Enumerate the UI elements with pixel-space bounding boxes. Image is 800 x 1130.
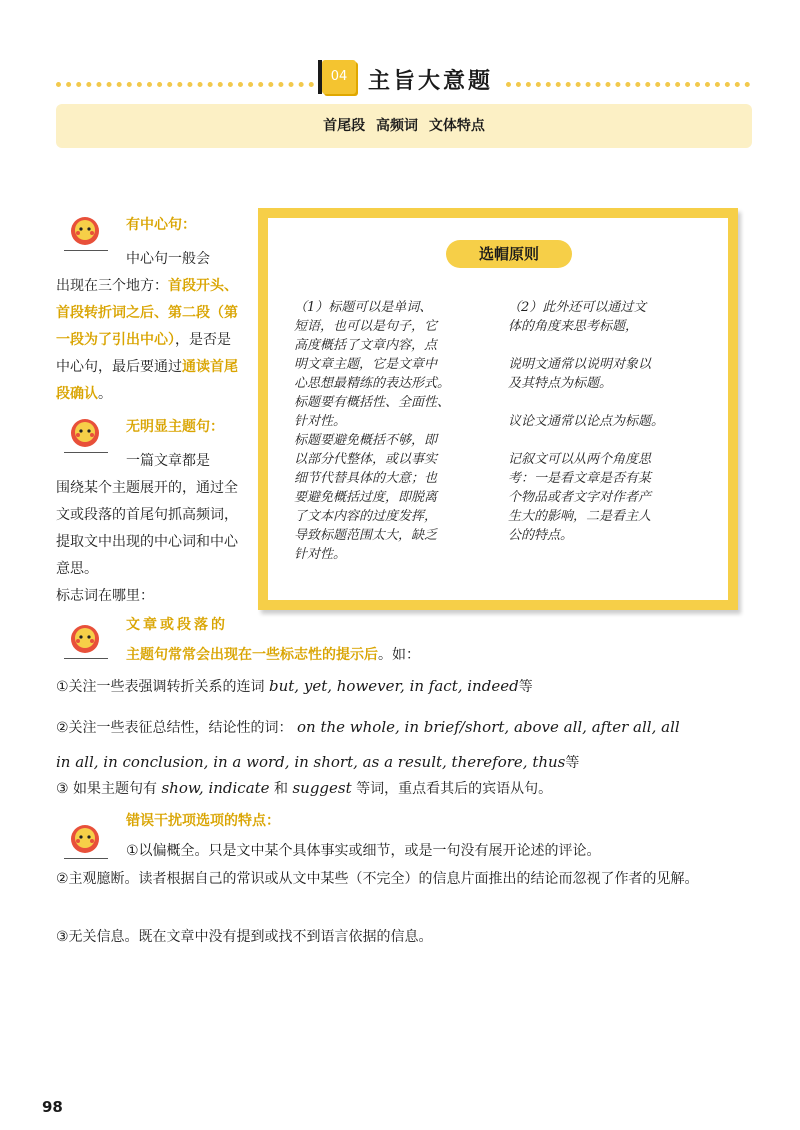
hw-line: （1）标题可以是单词、 bbox=[294, 300, 433, 315]
no-topic-body: 围绕某个主题展开的，通过全文或段落的首尾句抓高频词，提取文中出现的中心词和中心意思。 bbox=[56, 480, 238, 577]
marker-item-2 bbox=[56, 710, 756, 780]
hw-line: 及其特点为标题。 bbox=[508, 376, 613, 391]
topic-sentence-heading: 有中心句： bbox=[126, 217, 196, 233]
text: 等 bbox=[518, 679, 533, 695]
no-topic-line1: 一篇文章都是 bbox=[126, 453, 210, 469]
section-number-badge: 04 bbox=[322, 60, 356, 94]
mascot-icon bbox=[68, 212, 102, 246]
mascot-icon bbox=[68, 620, 102, 654]
marker-item-1 bbox=[56, 676, 756, 697]
hw-line: 生大的影响，二是看主人 bbox=[508, 509, 652, 524]
marker-item-3 bbox=[56, 778, 756, 799]
topic-sentence-body bbox=[56, 273, 242, 408]
text: 出现在三个地方： bbox=[56, 278, 168, 294]
hw-line bbox=[508, 336, 720, 355]
hw-line bbox=[508, 431, 720, 450]
text: ①关注一些表强调转折关系的连词 bbox=[56, 679, 265, 695]
text: 等词，重点看其后的宾语从句。 bbox=[356, 781, 553, 797]
hw-line: 导致标题范围太大，缺乏 bbox=[294, 528, 438, 543]
distractor-item-1: ①以偏概全。只是文中某个具体事实或细节，或是一句没有展开论述的评论。 bbox=[126, 843, 601, 859]
english-words: in all, in conclusion, in a word, in short, as a result, therefore, thus bbox=[56, 753, 566, 771]
text: 。如： bbox=[378, 647, 420, 663]
left-column bbox=[56, 210, 242, 610]
hw-line: 标题要有概括性、全面性、 bbox=[294, 395, 451, 410]
markers-heading-line1: 文章或段落的 bbox=[126, 617, 228, 633]
topic-sentence-line1: 中心句一般会 bbox=[126, 251, 210, 267]
hw-line: 以部分代整体，或以事实 bbox=[294, 452, 438, 467]
keyword: 高频词 bbox=[376, 118, 418, 134]
mascot-underline bbox=[64, 250, 108, 251]
topic-sentence-heading-row bbox=[56, 210, 242, 256]
header-dotted-line-right bbox=[506, 82, 750, 87]
text: 。 bbox=[98, 386, 112, 402]
hw-line: 考：一是看文章是否有某 bbox=[508, 471, 652, 486]
hw-line: 记叙文可以从两个角度思 bbox=[508, 452, 652, 467]
text: 和 bbox=[274, 781, 289, 797]
hw-line: 针对性。 bbox=[294, 547, 347, 562]
english-words: show, indicate bbox=[161, 779, 270, 797]
hw-line: 标题要避免概括不够，即 bbox=[294, 433, 438, 448]
page-number: 98 bbox=[42, 1098, 63, 1116]
hw-line: 细节代替具体的大意；也 bbox=[294, 471, 438, 486]
markers-heading-row bbox=[56, 614, 756, 664]
panel-column-1 bbox=[294, 298, 504, 564]
header-dotted-line-left bbox=[56, 82, 314, 87]
panel-column-2 bbox=[508, 298, 720, 545]
hw-line: 明文章主题，它是文章中 bbox=[294, 357, 438, 372]
highlight-text: 主题句常常会出现在一些标志性的提示后 bbox=[126, 647, 378, 663]
english-words: but, yet, however, in fact, indeed bbox=[269, 677, 519, 695]
hw-line: 议论文通常以论点为标题。 bbox=[508, 414, 665, 429]
marker-item-2-line1 bbox=[56, 710, 756, 745]
distractor-item-3: ③无关信息。既在文章中没有提到或找不到语言依据的信息。 bbox=[56, 929, 433, 945]
hw-line bbox=[508, 393, 720, 412]
keyword: 首尾段 bbox=[323, 118, 366, 134]
hw-line: 个物品或者文字对作者产 bbox=[508, 490, 652, 505]
english-words: suggest bbox=[292, 779, 352, 797]
mascot-underline bbox=[64, 452, 108, 453]
highlight-text: 首段开头、首段转折词之后、第二段（第一段为了引出中心） bbox=[56, 278, 238, 348]
highlight-text: 通读首尾段确认 bbox=[56, 359, 238, 402]
distractors-heading-row bbox=[56, 810, 756, 866]
hw-line: 心思想最精练的表达形式。 bbox=[294, 376, 451, 391]
principles-panel-inner bbox=[268, 218, 728, 600]
section-title: 主旨大意题 bbox=[368, 68, 494, 94]
no-topic-heading: 无明显主题句： bbox=[126, 419, 224, 435]
hw-line: 了文本内容的过度发挥， bbox=[294, 509, 438, 524]
keywords-band bbox=[56, 104, 752, 148]
hw-line: 公的特点。 bbox=[508, 528, 574, 543]
hw-line: 体的角度来思考标题， bbox=[508, 319, 639, 334]
text: ②关注一些表征总结性，结论性的词： bbox=[56, 720, 293, 736]
hw-line: （2）此外还可以通过文 bbox=[508, 300, 647, 315]
marker-item-2-line2 bbox=[56, 745, 756, 780]
marker-question: 标志词在哪里： bbox=[56, 588, 154, 604]
text: ③ 如果主题句有 bbox=[56, 781, 158, 797]
text: 等 bbox=[565, 755, 580, 771]
text: ，是否是中心句，最后要通过 bbox=[56, 332, 231, 375]
keyword: 文体特点 bbox=[428, 118, 485, 134]
mascot-icon bbox=[68, 820, 102, 854]
mascot-icon bbox=[68, 414, 102, 448]
markers-heading-line2 bbox=[126, 644, 420, 664]
distractors-heading: 错误干扰项选项的特点： bbox=[126, 813, 280, 829]
hw-line: 要避免概括过度，即脱离 bbox=[294, 490, 438, 505]
english-words: on the whole, in brief/short, above all, after all, all bbox=[297, 718, 680, 736]
hw-line: 高度概括了文章内容，点 bbox=[294, 338, 438, 353]
hw-line: 短语，也可以是句子，它 bbox=[294, 319, 438, 334]
distractor-item-2: ②主观臆断。读者根据自己的常识或从文中某些（不完全）的信息片面推出的结论而忽视了作者的见解。 bbox=[56, 871, 699, 887]
panel-title: 选帽原则 bbox=[446, 240, 572, 268]
principles-panel bbox=[258, 208, 738, 610]
no-topic-heading-row bbox=[56, 412, 242, 458]
hw-line: 说明文通常以说明对象以 bbox=[508, 357, 652, 372]
mascot-underline bbox=[64, 658, 108, 659]
mascot-underline bbox=[64, 858, 108, 859]
hw-line: 针对性。 bbox=[294, 414, 347, 429]
